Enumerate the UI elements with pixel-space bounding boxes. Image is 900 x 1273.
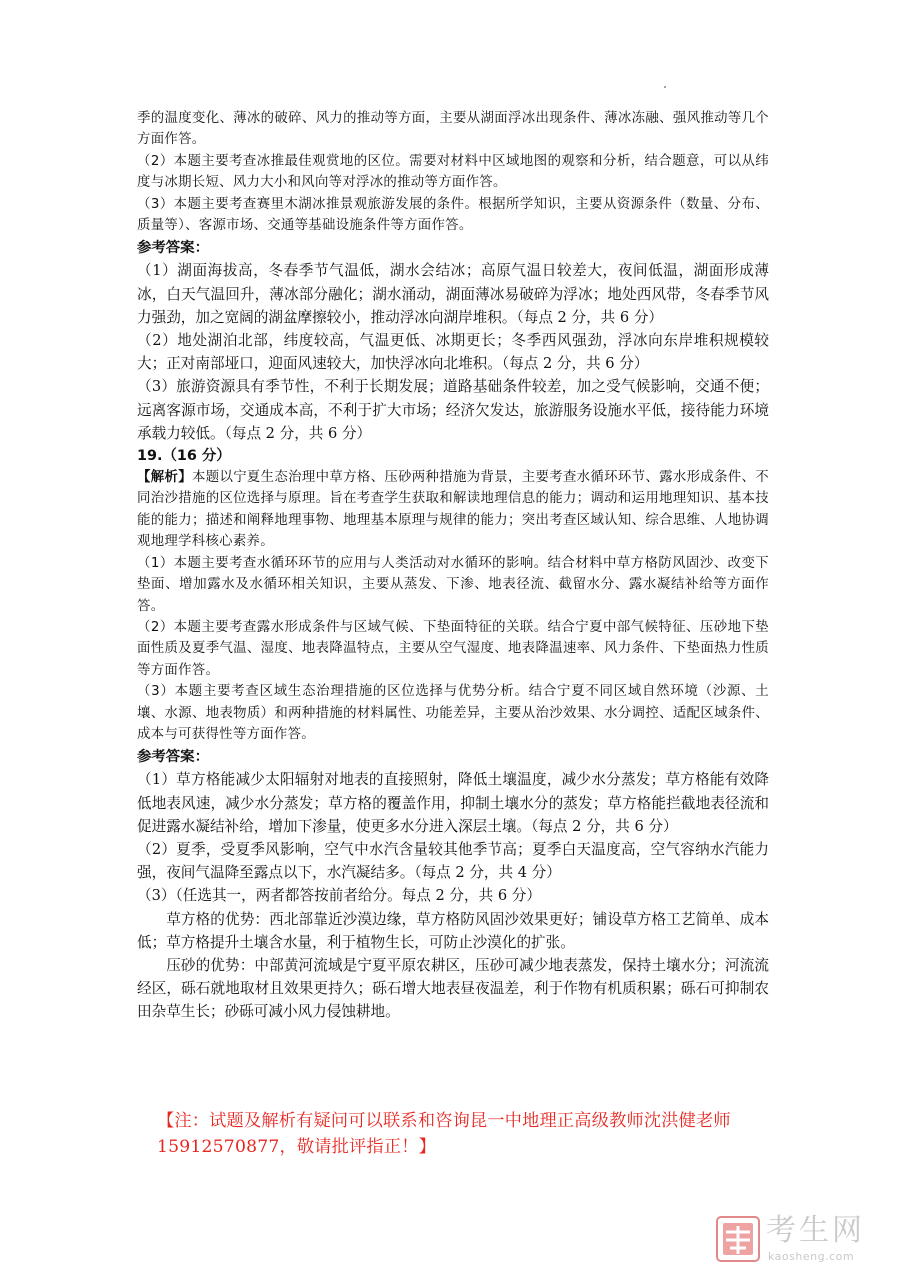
teacher-note: 【注：试题及解析有疑问可以联系和咨询昆一中地理正高级教师沈洪健老师 15912570877，敬请批评指正！】 (157, 1111, 731, 1157)
q18-answers (137, 259, 769, 445)
q19-analysis-line: （3）本题主要考查区域生态治理措施的区位选择与优势分析。结合宁夏不同区域自然环境（沙源、土壤、水源、地表物质）和两种措施的材料属性、功能差异，主要从治沙效果、水分调控、适配区域条件、成本与可获得性等方面作答。 (137, 684, 769, 742)
watermark (716, 1212, 886, 1268)
watermark-url: kaosheng.com (768, 1250, 855, 1263)
q19-answer-item: （1）草方格能减少太阳辐射对地表的直接照射，降低土壤温度，减少水分蒸发；草方格能有效降低地表风速，减少水分蒸发；草方格的覆盖作用，抑制土壤水分的蒸发；草方格能拦截地表径流和促进露水凝结补给，增加下渗量，使更多水分进入深层土壤。（每点 2 分，共 6 分） (137, 771, 769, 835)
q18-answer-item: （2）地处湖泊北部，纬度较高，气温更低、冰期更长；冬季西风强劲，浮冰向东岸堆积规模较大；正对南部垭口，迎面风速较大，加快浮冰向北堆积。（每点 2 分，共 6 分） (137, 332, 769, 373)
q19-answer-item: （2）夏季，受夏季风影响，空气中水汽含量较其他季节高；夏季白天温度高，空气容纳水汽能力强，夜间气温降至露点以下，水汽凝结多。（每点 2 分，共 4 分） (137, 840, 769, 882)
q19-intro (137, 467, 769, 553)
q19-analysis-line: （2）本题主要考查露水形成条件与区域气候、下垫面特征的关联。结合宁夏中部气候特征、压砂地下垫面性质及夏季气温、湿度、地表降温特点，主要从空气湿度、地表降温速率、风力条件、下垫面热力性质等方面作答。 (137, 619, 769, 678)
q19-analysis-line: （1）本题主要考查水循环环节的应用与人类活动对水循环的影响。结合材料中草方格防风固沙、改变下垫面、增加露水及水循环相关知识，主要从蒸发、下渗、地表径流、截留水分、露水凝结补给等方面作答。 (137, 555, 769, 614)
watermark-text: 考生网 (766, 1213, 865, 1248)
jiexi-tag: 【解析】 (137, 470, 192, 486)
scan-dot (664, 86, 666, 88)
q18-answer-label: 参考答案： (137, 240, 209, 257)
q19-answer-label: 参考答案： (137, 749, 209, 766)
q19-answers (137, 768, 769, 1023)
q18-analysis (137, 108, 769, 236)
q18-analysis-line: （3）本题主要考查赛里木湖冰推景观旅游发展的条件。根据所学知识，主要从资源条件（数量、分布、质量等）、客源市场、交通等基础设施条件等方面作答。 (137, 196, 769, 234)
kaosheng-logo-icon (716, 1216, 760, 1262)
q18-analysis-line: （2）本题主要考查冰推最佳观赏地的区位。需要对材料中区域地图的观察和分析，结合题意，可以从纬度与冰期长短、风力大小和风向等对浮冰的推动等方面作答。 (137, 153, 769, 191)
q19-intro-text: 本题以宁夏生态治理中草方格、压砂两种措施为背景，主要考查水循环环节、露水形成条件、不同治沙措施的区位选择与原理。旨在考查学生获取和解读地理信息的能力；调动和运用地理知识、基本技能的能力；描述和阐释地理事物、地理基本原理与规律的能力；突出考查区域认知、综合思维、人地协调观地理学科核心素养。 (137, 470, 769, 550)
q18-analysis-line: 季的温度变化、薄冰的破碎、风力的推动等方面，主要从湖面浮冰出现条件、薄冰冻融、强风推动等几个方面作答。 (137, 111, 769, 148)
q19-answer3-paragraph: 草方格的优势：西北部靠近沙漠边缘，草方格防风固沙效果更好；铺设草方格工艺简单、成本低；草方格提升土壤含水量，利于植物生长，可防止沙漠化的扩张。 (137, 910, 769, 951)
q18-answer-item: （3）旅游资源具有季节性，不利于长期发展；道路基础条件较差，加之受气候影响，交通不便；远离客源市场，交通成本高，不利于扩大市场；经济欠发达，旅游服务设施水平低，接待能力环境承载力较低。（每点 2 分，共 6 分） (137, 378, 769, 442)
q19-heading: 19.（16 分） (137, 448, 231, 465)
page-content (137, 108, 769, 1024)
q18-answer-item: （1）湖面海拔高，冬春季节气温低，湖水会结冰；高原气温日较差大，夜间低温，湖面形成薄冰，白天气温回升，薄冰部分融化；湖水涌动，湖面薄冰易破碎为浮冰；地处西风带，冬春季节风力强劲，加之宽阔的湖盆摩擦较小，推动浮冰向湖岸堆积。（每点 2 分，共 6 分） (137, 262, 769, 326)
q19-answer-item: （3）（任选其一，两者都答按前者给分。每点 2 分，共 6 分） (137, 887, 541, 905)
q19-analysis (137, 467, 769, 745)
q19-answer3-paragraph: 压砂的优势：中部黄河流域是宁夏平原农耕区，压砂可减少地表蒸发，保持土壤水分；河流流经区，砾石就地取材且效果更持久；砾石增大地表昼夜温差，利于作物有机质积累；砾石可抑制农田杂草生长；砂砾可减小风力侵蚀耕地。 (137, 956, 769, 1021)
